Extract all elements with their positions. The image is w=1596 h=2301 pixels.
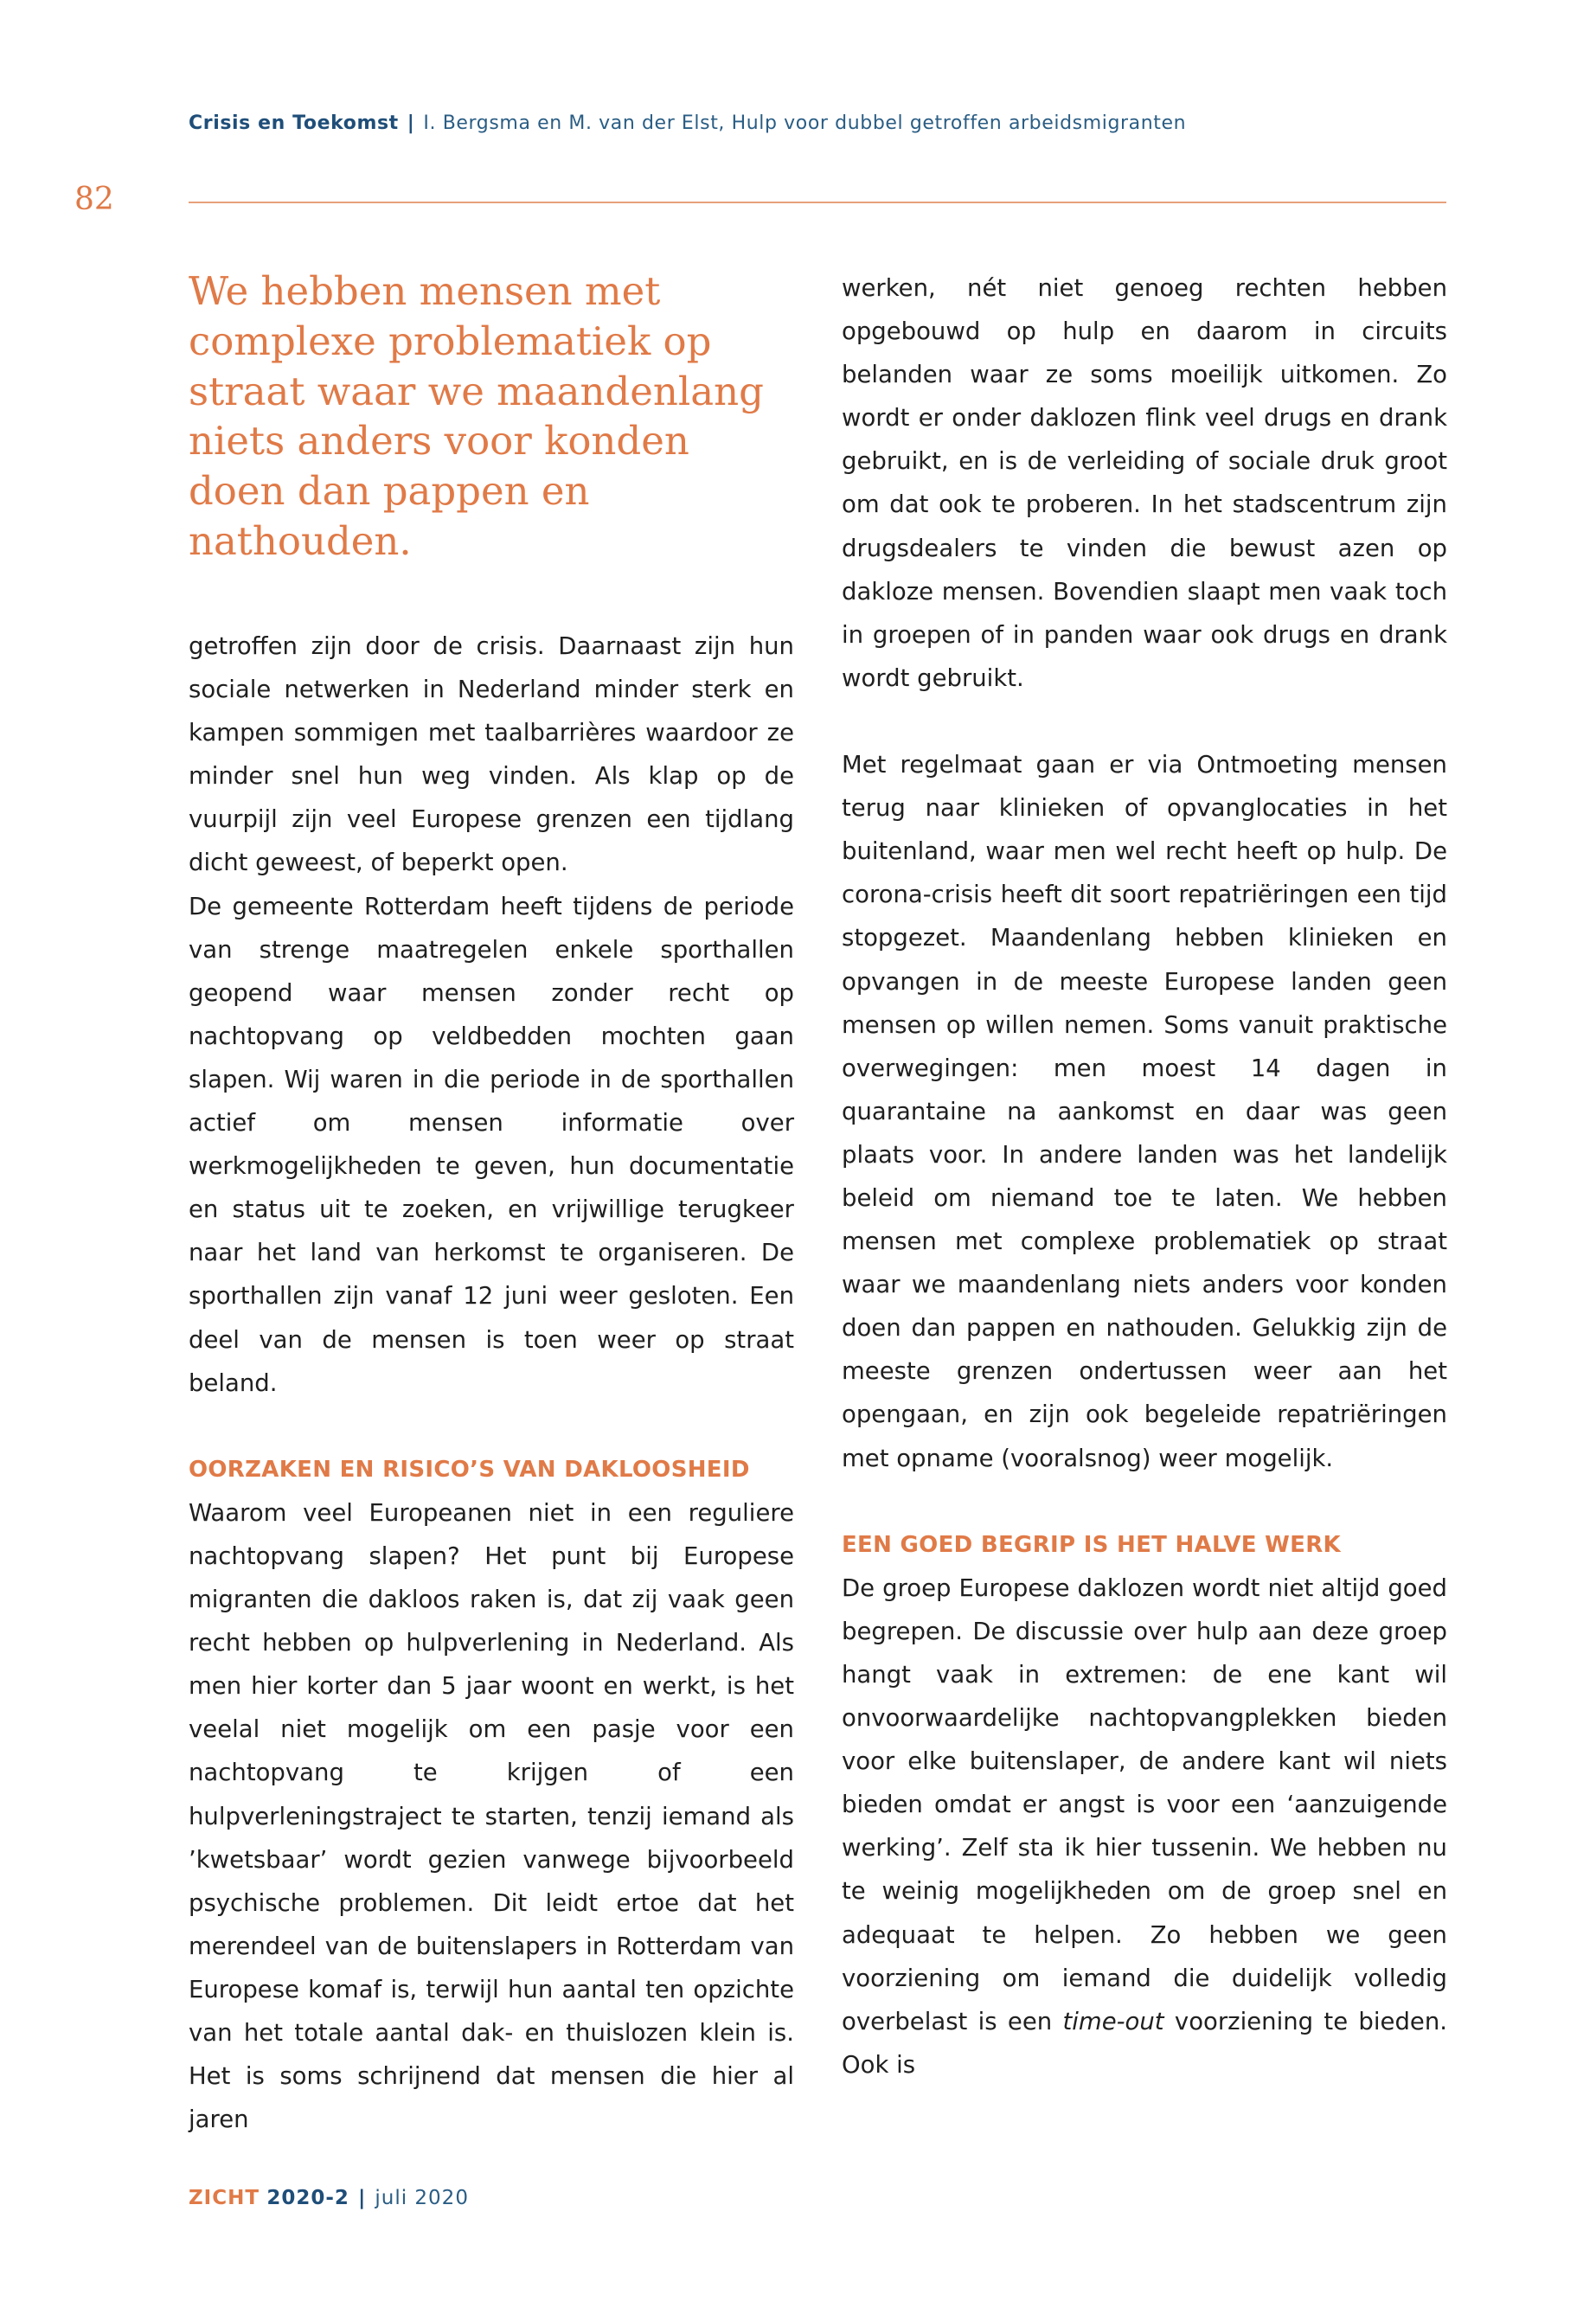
right-paragraph-1: werken, nét niet genoeg rechten hebben opgebouwd op hulp en daarom in circuits belanden waar ze soms moeilijk uitkomen. Zo wordt er onder daklozen flink veel drugs en drank gebruikt, en is de verleiding of sociale druk groot om dat ook te proberen. In het stadscentrum zijn drugsdealers te vinden die bewust azen op dakloze mensen. Bovendien slaapt men vaak toch in groepen of in panden waar ook drugs en drank wordt gebruikt.: [842, 274, 1447, 692]
right-paragraph-3-start: De groep Europese daklozen wordt niet altijd goed begrepen. De discussie over hulp aan deze groep hangt vaak in extremen: de ene kant wil onvoorwaardelijke nachtopvangplekken bieden voor elke buitenslaper, de andere kant wil niets bieden omdat er angst is voor een ‘aanzuigende werking’. Zelf sta ik hier tussenin. We hebben nu te weinig mogelijkheden om de groep snel en adequaat te helpen. Zo hebben we geen voorziening om iemand die duidelijk volledig overbelast is een: [842, 1574, 1447, 2035]
running-header: [189, 112, 1443, 134]
left-paragraph-1: getroffen zijn door de crisis. Daarnaast zijn hun sociale netwerken in Nederland minder sterk en kampen sommigen met taalbarrières waardoor ze minder snel hun weg vinden. Als klap op de vuurpijl zijn veel Europese grenzen een tijdlang dicht geweest, of beperkt open.: [189, 632, 794, 877]
paragraph-gap: [842, 1480, 1447, 1523]
paragraph-gap: [842, 700, 1447, 743]
footer-separator: |: [357, 2187, 367, 2209]
issue-date: juli 2020: [375, 2187, 469, 2209]
right-paragraph-3: [842, 1567, 1447, 2086]
paragraph-gap: [189, 1405, 794, 1448]
time-out-term: time-out: [1062, 2007, 1164, 2035]
magazine-name: ZICHT: [189, 2187, 260, 2209]
left-paragraph-3: Waarom veel Europeanen niet in een reguliere nachtopvang slapen? Het punt bij Europese migranten die dakloos raken is, dat zij vaak geen recht hebben op hulpverlening in Nederland. Als men hier korter dan 5 jaar woont en werkt, is het veelal niet mogelijk om een pasje voor een nachtopvang te krijgen of een hulpverleningstraject te starten, tenzij iemand als ’kwetsbaar’ wordt gezien vanwege bijvoorbeeld psychische problemen. Dit leidt ertoe dat het merendeel van de buitenslapers in Rotterdam van Europese komaf is, terwijl hun aantal ten opzichte van het totale aantal dak- en thuislozen klein is. Het is soms schrijnend dat mensen die hier al jaren: [189, 1498, 794, 2134]
right-paragraph-2: Met regelmaat gaan er via Ontmoeting mensen terug naar klinieken of opvanglocaties in het buitenland, waar men wel recht heeft op hulp. De corona-crisis heeft dit soort repatriëringen een tijd stopgezet. Maandenlang hebben klinieken en opvangen in de meeste Europese landen geen mensen op willen nemen. Soms vanuit praktische overwegingen: men moest 14 dagen in quarantaine na aankomst en daar was geen plaats voor. In andere landen was het landelijk beleid om niemand toe te laten. We hebben mensen met complexe problematiek op straat waar we maandenlang niets anders voor konden doen dan pappen en nathouden. Gelukkig zijn de meeste grenzen ondertussen weer aan het opengaan, en zijn ook begeleide repatriëringen met opname (vooralsnog) weer mogelijk.: [842, 751, 1447, 1472]
right-column: [842, 266, 1447, 2086]
header-separator: |: [407, 112, 415, 134]
right-paragraph-3-end: voorziening te bieden. Ook is: [842, 2007, 1447, 2079]
section-heading-oorzaken: OORZAKEN EN RISICO’S VAN DAKLOOSHEID: [189, 1456, 750, 1483]
header-rule: [189, 202, 1446, 203]
page-number: 82: [74, 182, 114, 217]
left-paragraph-2: De gemeente Rotterdam heeft tijdens de periode van strenge maatregelen enkele sporthallen geopend waar mensen zonder recht op nachtopvang op veldbedden mochten gaan slapen. Wij waren in die periode in de sporthallen actief om mensen informatie over werkmogelijkheden te geven, hun documentatie en status uit te zoeken, en vrijwillige terugkeer naar het land van herkomst te organiseren. De sporthallen zijn vanaf 12 juni weer gesloten. Een deel van de mensen is toen weer op straat beland.: [189, 892, 794, 1397]
footer: [189, 2187, 469, 2209]
left-column: [189, 266, 794, 2134]
issue-number: 2020-2: [266, 2187, 349, 2209]
left-column-body: [189, 625, 794, 2141]
section-heading-begrip: EEN GOED BEGRIP IS HET HALVE WERK: [842, 1531, 1341, 1558]
pull-quote: We hebben mensen met complexe problematiek op straat waar we maandenlang niets anders voor konden doen dan pappen en nathouden.: [189, 268, 764, 564]
article-reference: I. Bergsma en M. van der Elst, Hulp voor dubbel getroffen arbeidsmigranten: [423, 112, 1187, 134]
series-title: Crisis en Toekomst: [189, 112, 399, 134]
